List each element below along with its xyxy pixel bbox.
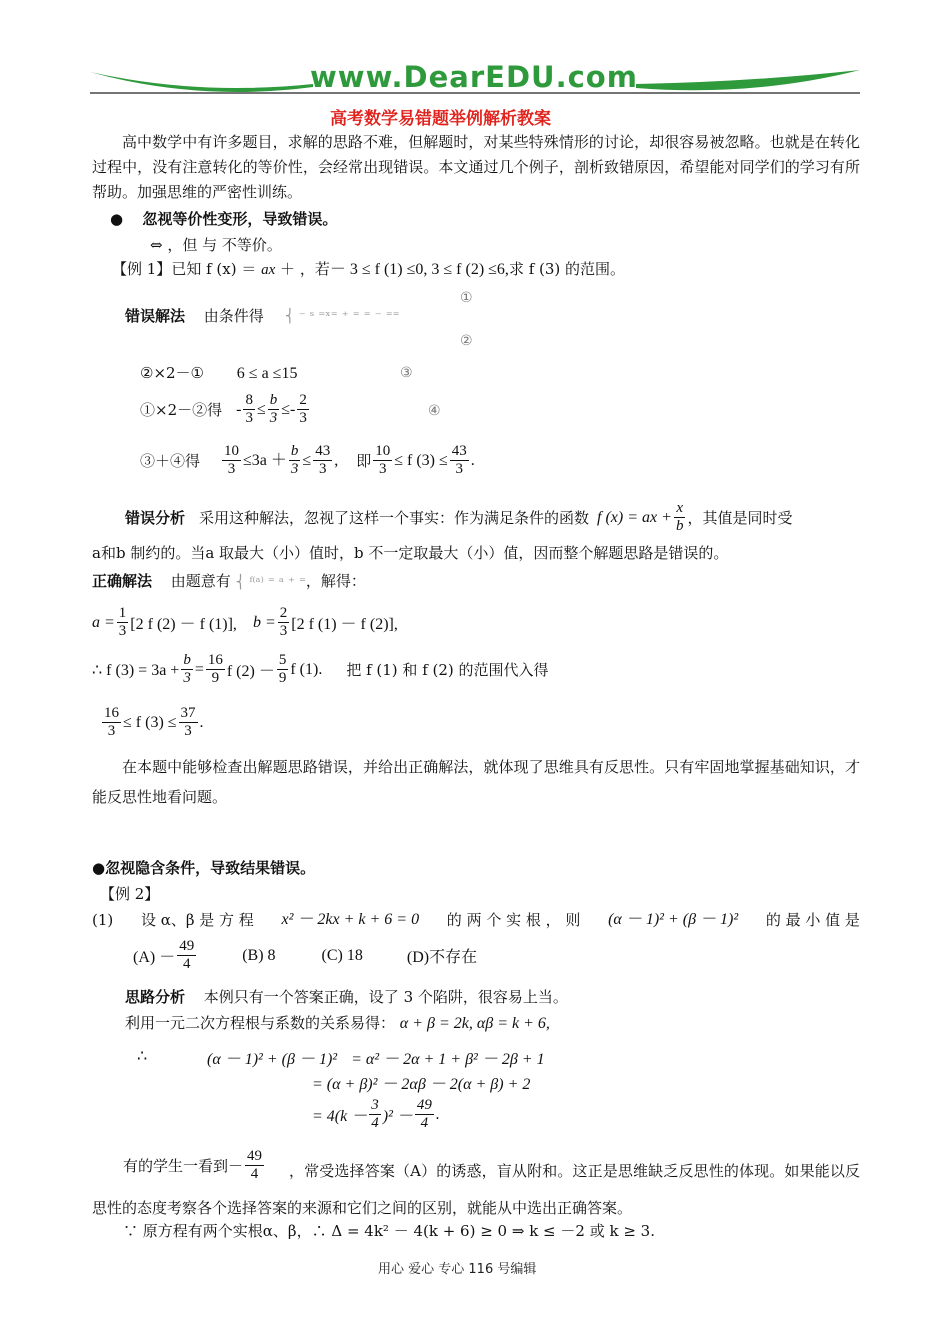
- q-text-2: 的 两 个 实 根 ， 则: [446, 911, 581, 929]
- step3-frac-5: $\frac{43}{3}$: [451, 443, 467, 477]
- because-line: ∵ 原方程有两个实根α、β，∴ Δ = 4k² － 4(k + 6) ≥ 0 ⇒ k ≤ －2 或 k ≥ 3.: [123, 1222, 655, 1240]
- q-num: (1): [92, 911, 114, 929]
- options: [133, 938, 477, 973]
- step3-frac-3: $\frac{43}{3}$: [315, 443, 331, 477]
- idea-text: 本例只有一个答案正确，设了 3 个陷阱，很容易上当。: [203, 988, 568, 1006]
- step3-label: ③＋④得: [140, 451, 201, 470]
- th-frac-1: $\frac{b}{3}$: [183, 652, 191, 686]
- derivation-line-1: [207, 1046, 545, 1069]
- option-d: (D)不存在: [406, 949, 478, 966]
- example1-text-1: 已知 f (x) ＝: [171, 260, 262, 278]
- equiv-line: ⇔ ，但 与 不等价。: [150, 236, 282, 254]
- step1-label: ②×2－①: [140, 364, 205, 382]
- step3-frac-1: $\frac{10}{3}$: [224, 443, 240, 477]
- sol-b: b =: [252, 613, 276, 631]
- final-frac-2: $\frac{37}{3}$: [180, 705, 196, 739]
- step3-ji: 即: [356, 451, 372, 470]
- error-analysis: [125, 500, 792, 535]
- section2-heading: ●忽视隐含条件，导致结果错误。: [92, 859, 316, 877]
- l3-frac-1: $\frac{3}{4}$: [371, 1097, 379, 1131]
- page-title: 高考数学易错题举例解析教案: [330, 109, 551, 129]
- analysis-text-3: a和b 制约的。当a 取最大（小）值时，b 不一定取最大（小）值，因而整个解题思路是错误的。: [92, 544, 729, 562]
- sol-b-frac: $\frac{2}{3}$: [279, 605, 288, 639]
- example1-label: 【例 1】: [112, 260, 172, 278]
- final-frac-1: $\frac{16}{3}$: [104, 705, 119, 739]
- correct-label: 正确解法: [92, 572, 153, 590]
- th-end: f (1).: [290, 660, 323, 678]
- l3-b: )² －: [382, 1108, 413, 1125]
- right-swoosh: [636, 70, 860, 90]
- circle-2: ②: [460, 333, 473, 349]
- wrong-text: 由条件得: [203, 307, 264, 325]
- example1: [112, 258, 625, 281]
- circle-4: ④: [428, 403, 441, 419]
- analysis-label: 错误分析: [125, 508, 186, 527]
- vieta-math: α + β = 2k, αβ = k + 6,: [399, 1015, 550, 1032]
- analysis-frac: $\frac{x}{b}$: [675, 500, 684, 534]
- analysis-func: f (x) = ax +: [597, 508, 672, 526]
- therefore-line: [92, 652, 549, 687]
- step2-frac-3: $\frac{2}{3}$: [299, 392, 307, 426]
- system-brace-garbled: ⎨ ⁻ ˢ ⁼ˣ⁼ ⁺ ⁼ ⁼ ⁻ ⁼⁼: [285, 309, 400, 324]
- th-mid: f (2) －: [226, 663, 275, 680]
- th-text: 把 f (1) 和 f (2) 的范围代入得: [346, 660, 549, 679]
- sol-a-rest: [2 f (2) － f (1)],: [130, 616, 237, 633]
- idea-analysis: [125, 986, 568, 1008]
- student-text-1: 有的学生一看到－: [123, 1156, 244, 1175]
- example1-text-3: 求 f (3) 的范围。: [508, 260, 626, 278]
- wrong-label: 错误解法: [125, 307, 186, 325]
- solution-ab: [92, 605, 398, 640]
- l3-end: .: [435, 1105, 440, 1123]
- l1-right: = α² － 2α + 1 + β² － 2β + 1: [351, 1051, 545, 1068]
- correct-text: 由题意有: [170, 572, 231, 590]
- step2: ①×2－②得 - $\frac{8}{3}$ ≤ $\frac{b}{3}$ ≤- $\frac{2}{3}$: [140, 392, 307, 426]
- option-c: (C) 18: [321, 946, 363, 964]
- step2-label: ①×2－②得: [140, 400, 223, 419]
- step3-mid: ≤3a ＋: [243, 451, 287, 469]
- left-swoosh: [90, 72, 313, 92]
- step1: [140, 362, 297, 385]
- site-logo: www.DearEDU.com: [310, 60, 638, 94]
- step3-mid2: ≤ f (3) ≤: [394, 451, 448, 469]
- section1-heading: [110, 208, 337, 230]
- vieta-line: [125, 1012, 550, 1035]
- final-range: $\frac{16}{3}$ ≤ f (3) ≤ $\frac{37}{3}$ .: [104, 705, 204, 739]
- q-equation: x² － 2kx + k + 6 = 0: [281, 911, 420, 928]
- th-eq: =: [194, 660, 204, 678]
- analysis-text-1: 采用这种解法，忽视了这样一个事实：作为满足条件的函数: [199, 508, 590, 527]
- derivation-line-3: [312, 1097, 440, 1132]
- question1: [92, 909, 860, 931]
- intro-paragraph: 高中数学中有许多题目，求解的思路不难，但解题时，对某些特殊情形的讨论，却很容易被忽略。也就是在转化过程中，没有注意转化的等价性，会经常出现错误。本文通过几个例子，剖析致错原因，希望能对同学们的学习有所帮助。加强思维的严密性训练。: [92, 133, 860, 201]
- therefore-start: ∴ f (3) = 3a +: [92, 661, 180, 679]
- l3-frac-2: $\frac{49}{4}$: [416, 1097, 432, 1131]
- option-b: (B) 8: [242, 946, 276, 964]
- final-mid: ≤ f (3) ≤: [123, 713, 177, 731]
- step2-frac-2: $\frac{b}{3}$: [269, 392, 278, 426]
- reflection-paragraph: 在本题中能够检查出解题思路错误，并给出正确解法，就体现了思维具有反思性。只有牢固地掌握基础知识，才能反思性地看问题。: [92, 758, 860, 806]
- wrong-solution: [125, 305, 264, 327]
- vieta-text: 利用一元二次方程根与系数的关系易得：: [125, 1014, 396, 1032]
- sol-a: a =: [92, 613, 115, 631]
- q-text: 设 α、β 是 方 程: [140, 911, 254, 929]
- analysis-text-2: ，其值是同时受: [687, 508, 793, 527]
- correct-system-garbled: ⎨ ᶠ⁽ᵃ⁾ ⁼ ᵃ ⁺ ⁼: [235, 575, 306, 590]
- step3-frac-4: $\frac{10}{3}$: [375, 443, 391, 477]
- page-footer: 用心 爱心 专心 116 号编辑: [378, 1262, 537, 1277]
- th-frac-3: $\frac{5}{9}$: [278, 652, 287, 686]
- option-a: (A) －: [133, 949, 176, 966]
- th-frac-2: $\frac{16}{9}$: [207, 652, 223, 686]
- correct-solution: [92, 570, 366, 594]
- step3-frac-2: $\frac{b}{3}$: [290, 443, 299, 477]
- step1-math: 6 ≤ a ≤15: [236, 365, 298, 382]
- circle-1: ①: [460, 290, 473, 306]
- sol-a-frac: $\frac{1}{3}$: [118, 605, 127, 639]
- example2-label: 【例 2】: [100, 885, 160, 903]
- option-a-frac: $\frac{49}{4}$: [179, 938, 195, 972]
- example1-text-2: ＋ ，若: [275, 260, 330, 278]
- step3: ③＋④得 $\frac{10}{3}$ ≤3a ＋ $\frac{b}{3}$ ≤ $\frac{43}{3}$ , 即 $\frac{10}{3}$ ≤ f (3) ≤ $\frac{43}{3}$ .: [140, 443, 475, 477]
- example1-ax: ax: [261, 262, 276, 278]
- derivation-line-2: = (α + β)² － 2αβ － 2(α + β) + 2: [312, 1076, 531, 1093]
- student-frac: $\frac{49}{4}$: [247, 1148, 263, 1182]
- l1-left: (α － 1)² + (β － 1)²: [207, 1051, 338, 1068]
- sol-b-rest: [2 f (1) － f (2)],: [291, 616, 398, 633]
- bullet: ●: [110, 210, 124, 228]
- q-text-3: 的 最 小 值 是: [765, 911, 860, 929]
- student-paragraph: ，常受选择答案（A）的诱惑，盲从附和。这正是思维缺乏反思性的体现。如果能以反思性的态度考察各个选择答案的来源和它们之间的区别，就能从中选出正确答案。: [92, 1162, 860, 1217]
- circle-3: ③: [400, 365, 413, 381]
- therefore-symbol-2: ∴: [137, 1048, 148, 1065]
- l3-a: = 4(k －: [312, 1108, 368, 1125]
- correct-text-2: ，解得：: [305, 572, 366, 590]
- idea-label: 思路分析: [125, 988, 186, 1006]
- example1-condition: － 3 ≤ f (1) ≤0, 3 ≤ f (2) ≤6,: [329, 261, 509, 278]
- step2-frac-1: $\frac{8}{3}$: [245, 392, 253, 426]
- q-expression: (α － 1)² + (β － 1)²: [608, 911, 739, 928]
- section1-heading-text: 忽视等价性变形，导致错误。: [142, 210, 338, 228]
